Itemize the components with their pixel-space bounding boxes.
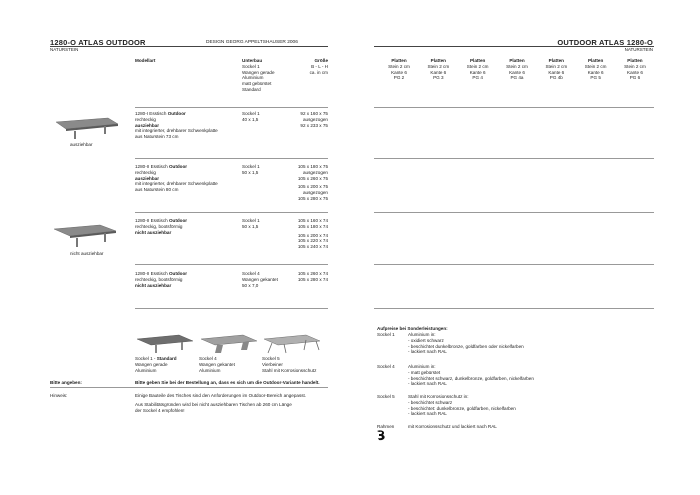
surcharge-lines: Aluminium in: - matt gebürstet - beschichtet schwarz, dunkelbronze, goldfarben, nickelfarben - lackiert nach RAL <box>408 364 534 387</box>
row-divider <box>135 212 328 213</box>
surcharge-label: Sockel 1 <box>377 332 395 337</box>
price-column: Platten Stein 2 cm Kante 6 PG 6 <box>624 58 646 81</box>
row-description: 1280-I Esstisch Outdoor rechteckig ausziehbar mit integrierter, drehbarer Schwenkplatte aus Naturstein 73 cm <box>135 111 218 140</box>
row-divider <box>135 158 328 159</box>
note-text-please-specify: Bitte geben Sie bei der Bestellung an, dass es sich um die Outdoor-Variante handelt. <box>135 380 320 385</box>
row-sizes: 105 x 260 x 74 105 x 280 x 74 <box>297 271 328 282</box>
row-base: Sockel 1 40 x 1,5 <box>242 111 260 122</box>
base-column-header: Unterbau Sockel 1 Wangen gerade Aluminium matt gebürstet Standard <box>242 58 275 92</box>
sockel-1-image <box>135 332 195 354</box>
notes-divider <box>50 387 328 388</box>
brand-logo-icon <box>374 428 388 442</box>
surcharge-lines: mit Korrosionsschutz und lackiert nach RAL <box>408 424 497 429</box>
sockel-5-image <box>262 332 322 354</box>
design-credit: DESIGN GEORG APPELTSHAUSER 2006 <box>206 39 298 45</box>
sockel-5-caption: Sockel 5 Vierbeiner Stahl mit Korrosionsschutz <box>262 356 317 373</box>
surcharge-lines: Stahl mit Korrosionsschutz in: - beschichtet schwarz - beschichtet: dunkelbronze, goldfarben, nickelfarben - lackiert nach RAL <box>408 394 516 417</box>
row-divider <box>135 107 328 108</box>
row-divider <box>374 107 654 108</box>
price-column: Platten Stein 2 cm Kante 6 PG 4 <box>466 58 489 81</box>
row-divider <box>374 158 654 159</box>
row-base: Sockel 4 Wangen gekantet 50 x 7,0 <box>242 271 278 288</box>
row-divider <box>374 308 654 309</box>
surcharge-label: Sockel 5 <box>377 394 395 399</box>
row-divider <box>374 264 654 265</box>
surcharge-label: Rahmen <box>377 424 395 429</box>
right-header-rule <box>374 46 654 47</box>
sockel-1-caption: Sockel 1 - Standard Wangen gerade Aluminium <box>135 356 177 373</box>
price-column: Platten Stein 2 cm Kante 6 PG 5 <box>584 58 607 81</box>
price-column: Platten Stein 2 cm Kante 6 PG 4a <box>506 58 528 81</box>
note-text-hint: Einige Bauteile des Tisches sind den Anforderungen im Outdoor-Bereich angepasst. Aus Stabilitätsgründen wird bei nicht ausziehbaren Tischen ab 260 cm Länge der Sockel 4 empfohlen! <box>135 393 307 413</box>
left-page-subtitle: NATURSTEIN <box>50 47 79 52</box>
row-divider <box>374 212 654 213</box>
row-sizes: 105 x 160 x 74 105 x 180 x 74 105 x 200 x 74 105 x 220 x 74 105 x 240 x 74 <box>297 218 328 250</box>
note-label-hint: Hinweis: <box>50 393 68 398</box>
right-page-subtitle: NATURSTEIN <box>624 47 653 52</box>
table-image-fixed <box>50 221 120 249</box>
row-divider <box>135 264 328 265</box>
row-base: Sockel 1 50 x 1,5 <box>242 218 260 229</box>
row-base: Sockel 1 50 x 1,5 <box>242 164 260 175</box>
row-sizes: 92 x 160 x 75 ausgezogen 92 x 233 x 75 <box>300 111 328 128</box>
table-image-extendable <box>50 112 120 140</box>
size-column-header: Größe B - L - H ca. in cm <box>309 58 328 75</box>
model-column-header: Modellart <box>135 58 156 63</box>
price-columns-header <box>380 58 654 81</box>
image-caption: nicht ausziehbar <box>70 251 104 256</box>
row-description: 1280-II Esstisch Outdoor rechteckig, bootsförmig nicht ausziehbar <box>135 271 188 288</box>
price-column: Platten Stein 2 cm Kante 6 PG 4b <box>545 58 568 81</box>
left-header-rule <box>50 46 328 47</box>
sockel-4-caption: Sockel 4 Wangen gekantet Aluminium <box>199 356 235 373</box>
surcharge-label: Sockel 4 <box>377 364 395 369</box>
right-page-title: OUTDOOR ATLAS 1280-O <box>557 38 653 47</box>
row-description: 1280-II Esstisch Outdoor rechteckig ausziehbar mit integrierter, drehbarer Schwenkplatte aus Naturstein 80 cm <box>135 164 218 193</box>
row-sizes: 105 x 180 x 75 ausgezogen 105 x 260 x 75 105 x 200 x 75 ausgezogen 105 x 280 x 75 <box>297 164 328 201</box>
row-divider <box>135 308 328 309</box>
surcharges-heading: Aufpreise bei Sonderleistungen: <box>377 326 448 331</box>
price-column: Platten Stein 2 cm Kante 6 PG 3 <box>427 58 450 81</box>
sockel-4-image <box>199 332 259 354</box>
price-column: Platten Stein 2 cm Kante 6 PG 2 <box>388 58 410 81</box>
row-description: 1280-II Esstisch Outdoor rechteckig, bootsförmig nicht ausziehbar <box>135 218 188 235</box>
surcharge-lines: Aluminium in: - oxidiert schwarz - beschichtet dunkelbronze, goldfarben oder nickelfarben - lackiert nach RAL <box>408 332 524 355</box>
image-caption: ausziehbar <box>70 142 93 147</box>
note-label-please-specify: Bitte angeben: <box>50 380 82 385</box>
left-page-title: 1280-O ATLAS OUTDOOR <box>50 38 146 47</box>
